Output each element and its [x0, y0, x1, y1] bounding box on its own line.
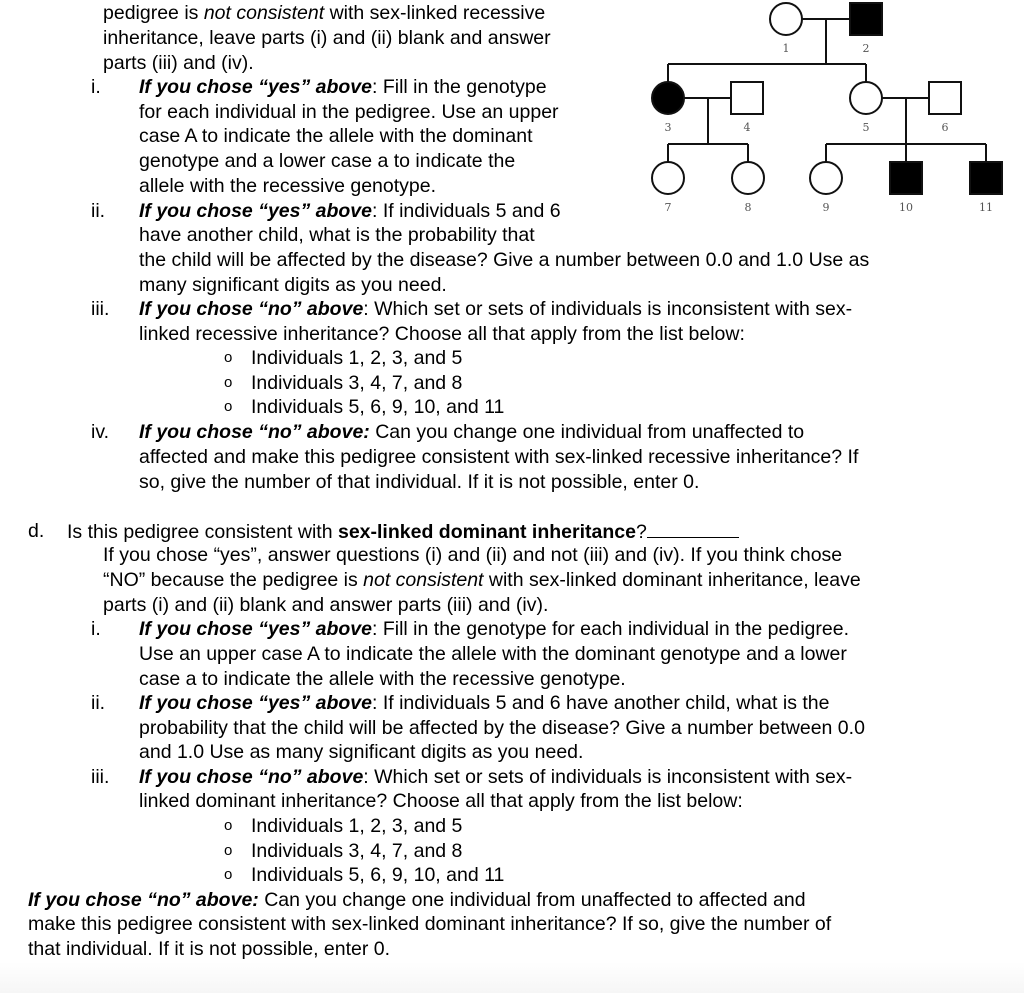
option-item[interactable]: Individuals 5, 6, 9, 10, and 11 [251, 864, 505, 886]
part-iii-line: linked recessive inheritance? Choose all that apply from the list below: [139, 323, 745, 345]
option-item[interactable]: Individuals 5, 6, 9, 10, and 11 [251, 396, 505, 418]
part-i-line: case A to indicate the allele with the dominant [139, 125, 533, 147]
part-i-line: case a to indicate the allele with the recessive genotype. [139, 668, 626, 690]
part-iii-lead: If you chose “no” above [139, 766, 364, 788]
part-iii-line: linked dominant inheritance? Choose all that apply from the list below: [139, 790, 743, 812]
part-ii-marker: ii. [91, 692, 106, 714]
part-iii-line [139, 765, 852, 789]
part-ii-lead: If you chose “yes” above [139, 692, 373, 714]
part-iv-line [28, 888, 806, 912]
option-bullet-icon: o [224, 842, 233, 859]
part-iv-line: that individual. If it is not possible, enter 0. [28, 938, 391, 960]
part-iii-marker: iii. [91, 766, 110, 788]
part-iii-marker: iii. [91, 298, 110, 320]
part-iv-marker: iv. [91, 421, 110, 443]
option-item[interactable]: Individuals 1, 2, 3, and 5 [251, 815, 463, 837]
part-i-line: Use an upper case A to indicate the allele with the dominant genotype and a lower [139, 643, 847, 665]
text: pedigree is [103, 2, 204, 24]
part-i-lead: If you chose “yes” above [139, 618, 373, 640]
section-c-intro-line: inheritance, leave parts (i) and (ii) blank and answer [103, 27, 551, 49]
individual-label-8: 8 [744, 201, 752, 214]
unaffected-male-symbol-4 [731, 82, 763, 114]
affected-female-symbol-3 [652, 82, 684, 114]
text: Is this pedigree consistent with [67, 521, 338, 543]
affected-male-symbol-11 [970, 162, 1002, 194]
section-d-intro-line: If you chose “yes”, answer questions (i) and (ii) and not (iii) and (iv). If you think chose [103, 544, 843, 566]
text: : Fill in the genotype [372, 76, 547, 98]
text: Can you change one individual from unaffected to [369, 421, 805, 443]
option-bullet-icon: o [224, 398, 233, 415]
part-iv-line: so, give the number of that individual. If it is not possible, enter 0. [139, 471, 700, 493]
part-i-lead: If you chose “yes” above [139, 76, 373, 98]
section-c-intro-line [103, 1, 545, 25]
section-d-marker: d. [28, 520, 45, 542]
text: ? [635, 521, 647, 543]
answer-blank-field[interactable] [647, 519, 739, 538]
part-iv-line [139, 420, 804, 444]
individual-label-5: 5 [862, 121, 870, 134]
part-i-line: genotype and a lower case a to indicate the [139, 150, 516, 172]
unaffected-female-symbol-8 [732, 162, 764, 194]
part-ii-lead: If you chose “yes” above [139, 200, 373, 222]
individual-label-2: 2 [862, 42, 870, 55]
individual-label-10: 10 [899, 201, 913, 214]
part-ii-line: have another child, what is the probability that [139, 224, 535, 246]
text: “NO” because the pedigree is [103, 569, 364, 591]
part-iv-lead: If you chose “no” above: [28, 889, 259, 911]
part-ii-line: probability that the child will be affected by the disease? Give a number between 0.0 [139, 717, 865, 739]
text: : If individuals 5 and 6 have another child, what is the [372, 692, 830, 714]
part-i-line [139, 75, 547, 99]
individual-label-11: 11 [979, 201, 993, 214]
part-iii-lead: If you chose “no” above [139, 298, 364, 320]
emphasis-not-consistent: not consistent [203, 2, 325, 24]
part-iv-lead: If you chose “no” above: [139, 421, 370, 443]
text: with sex-linked recessive [324, 2, 546, 24]
individual-label-9: 9 [822, 201, 830, 214]
unaffected-female-symbol-9 [810, 162, 842, 194]
part-iii-line [139, 297, 852, 321]
page-bottom-band [0, 962, 1024, 993]
text: : If individuals 5 and 6 [372, 200, 561, 222]
part-i-line: for each individual in the pedigree. Use an upper [139, 101, 559, 123]
individual-label-6: 6 [941, 121, 949, 134]
text: Can you change one individual from unaffected to affected and [258, 889, 806, 911]
section-d-intro-line: parts (i) and (ii) blank and answer parts (iii) and (iv). [103, 594, 549, 616]
part-i-line [139, 617, 849, 641]
part-ii-marker: ii. [91, 200, 106, 222]
option-bullet-icon: o [224, 866, 233, 883]
text: : Which set or sets of individuals is inconsistent with sex- [363, 766, 853, 788]
part-iv-line: affected and make this pedigree consistent with sex-linked recessive inheritance? If [139, 446, 859, 468]
unaffected-female-symbol-7 [652, 162, 684, 194]
part-ii-line: the child will be affected by the disease? Give a number between 0.0 and 1.0 Use as [139, 249, 870, 271]
option-item[interactable]: Individuals 1, 2, 3, and 5 [251, 347, 463, 369]
part-i-marker: i. [91, 618, 101, 640]
unaffected-male-symbol-6 [929, 82, 961, 114]
part-i-marker: i. [91, 76, 101, 98]
individual-label-1: 1 [782, 42, 790, 55]
option-item[interactable]: Individuals 3, 4, 7, and 8 [251, 372, 463, 394]
affected-male-symbol-10 [890, 162, 922, 194]
question-bold-term: sex-linked dominant inheritance [337, 521, 636, 543]
section-d-question [67, 519, 739, 544]
section-c-intro-line: parts (iii) and (iv). [103, 52, 254, 74]
part-ii-line: and 1.0 Use as many significant digits as you need. [139, 741, 584, 763]
text: : Fill in the genotype for each individual in the pedigree. [372, 618, 849, 640]
unaffected-female-symbol-1 [770, 3, 802, 35]
option-bullet-icon: o [224, 349, 233, 366]
part-iv-line: make this pedigree consistent with sex-linked dominant inheritance? If so, give the number of [28, 913, 832, 935]
part-ii-line [139, 691, 829, 715]
pedigree-chart [640, 0, 1024, 220]
text: with sex-linked dominant inheritance, leave [483, 569, 861, 591]
part-ii-line: many significant digits as you need. [139, 274, 447, 296]
text: : Which set or sets of individuals is inconsistent with sex- [363, 298, 853, 320]
emphasis-not-consistent: not consistent [363, 569, 484, 591]
option-item[interactable]: Individuals 3, 4, 7, and 8 [251, 840, 463, 862]
part-i-line: allele with the recessive genotype. [139, 175, 437, 197]
individual-label-4: 4 [743, 121, 751, 134]
individual-label-7: 7 [664, 201, 672, 214]
part-ii-line [139, 199, 561, 223]
unaffected-female-symbol-5 [850, 82, 882, 114]
option-bullet-icon: o [224, 374, 233, 391]
individual-label-3: 3 [664, 121, 672, 134]
option-bullet-icon: o [224, 817, 233, 834]
section-d-intro-line [103, 568, 861, 592]
affected-male-symbol-2 [850, 3, 882, 35]
